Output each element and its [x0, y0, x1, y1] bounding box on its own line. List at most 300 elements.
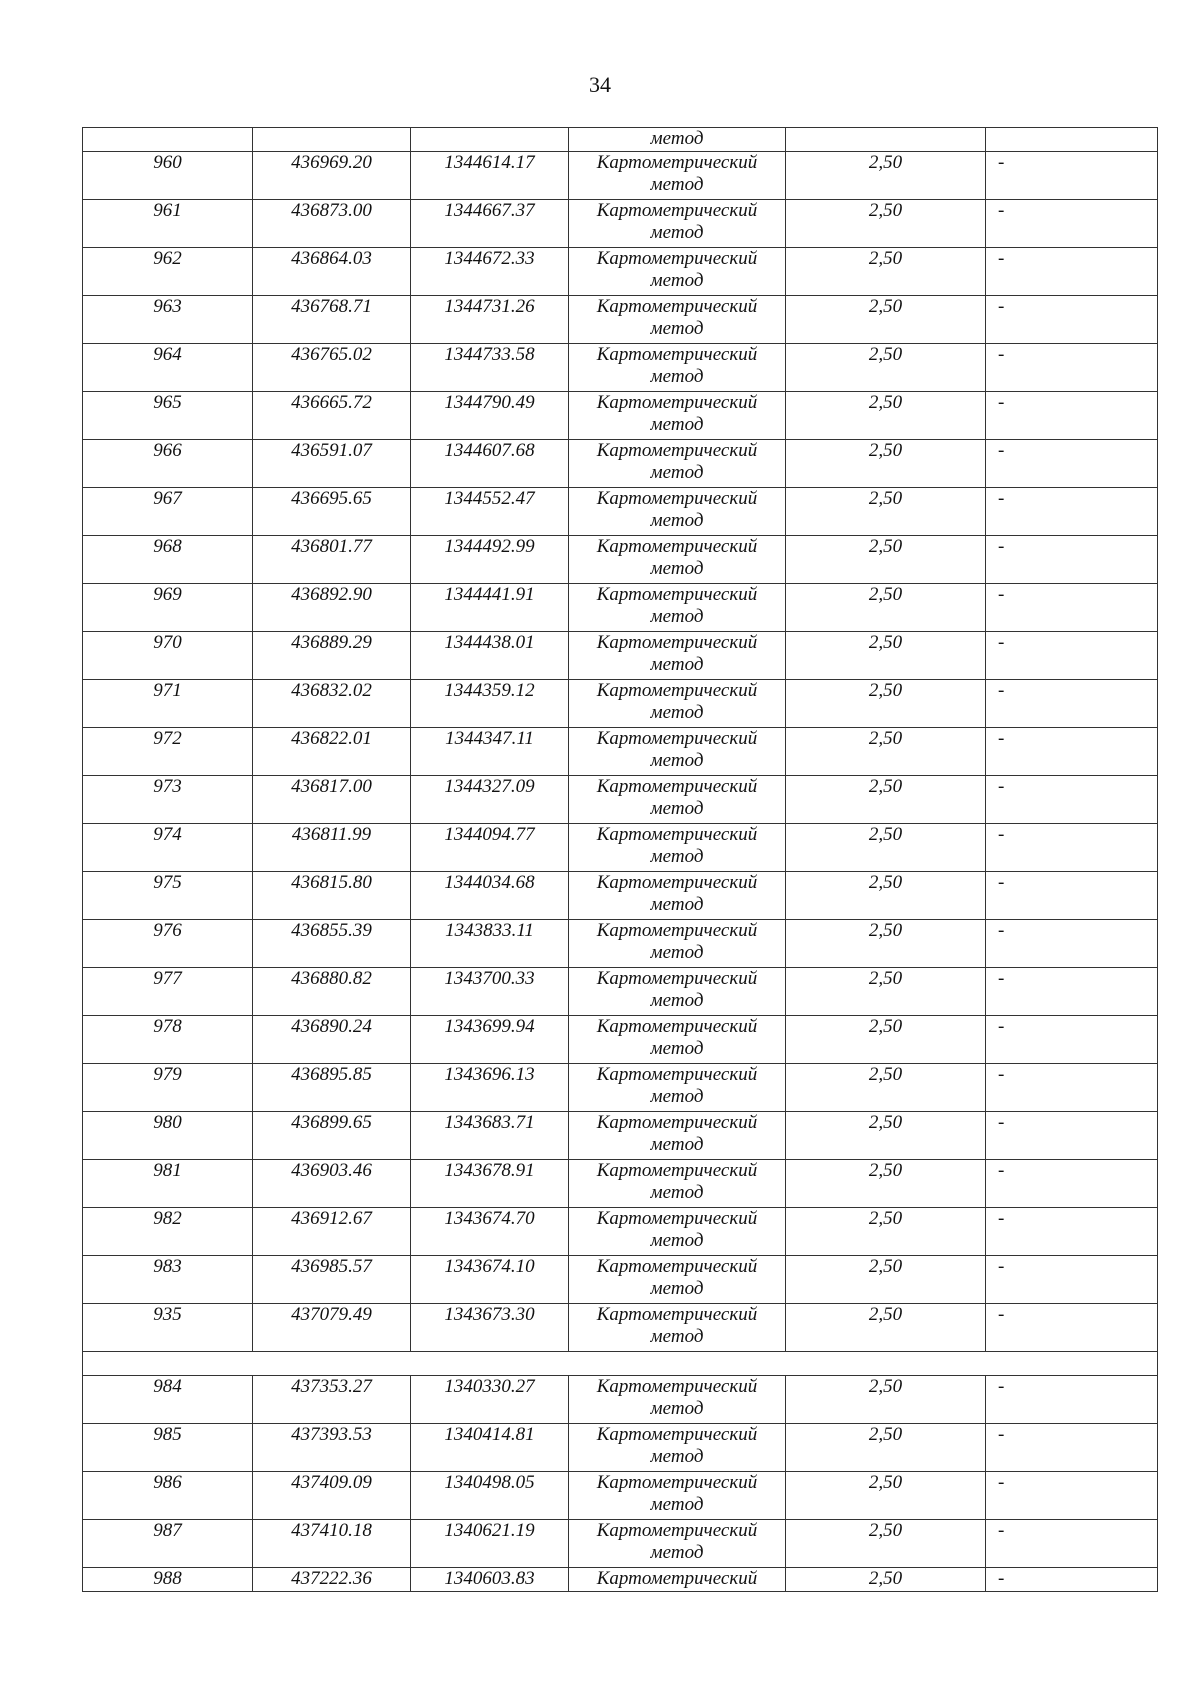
- description-text: -: [998, 1568, 1005, 1589]
- cell-accuracy: [786, 536, 986, 584]
- coord-y-text: 1343699.94: [444, 1016, 535, 1037]
- cell-description: [986, 1376, 1158, 1424]
- method-text: Картометрический: [596, 632, 758, 653]
- cell-point-number: [83, 1160, 253, 1208]
- cell-coord-y: [411, 728, 569, 776]
- cell-accuracy: [786, 1256, 986, 1304]
- point-number-text: 973: [153, 776, 182, 797]
- coord-y-text: 1344672.33: [444, 248, 535, 269]
- table-row: [83, 488, 1158, 536]
- cell-description: [986, 248, 1158, 296]
- cell-accuracy: [786, 152, 986, 200]
- cell-coord-x: [253, 584, 411, 632]
- cell-description: [986, 1208, 1158, 1256]
- continuation-row: [83, 128, 1158, 152]
- cell-method: [569, 824, 786, 872]
- coord-y-text: 1344327.09: [444, 776, 535, 797]
- cell-point-number: [83, 536, 253, 584]
- cell-method: [569, 344, 786, 392]
- cell-method: [569, 200, 786, 248]
- table-row: [83, 248, 1158, 296]
- table-row: [83, 584, 1158, 632]
- cell-method: [569, 392, 786, 440]
- cell-point-number: [83, 392, 253, 440]
- cell-description: [986, 1424, 1158, 1472]
- cell-coord-y: [411, 680, 569, 728]
- description-text: -: [998, 824, 1005, 845]
- page-number: 34: [589, 72, 611, 97]
- description-text: -: [998, 872, 1005, 893]
- accuracy-text: 2,50: [868, 1112, 903, 1133]
- method-text: Картометрический: [596, 824, 758, 845]
- table-row: [83, 1376, 1158, 1424]
- table-row: [83, 1112, 1158, 1160]
- table-row: [83, 536, 1158, 584]
- cell-description: [986, 392, 1158, 440]
- coord-x-text: 437393.53: [291, 1424, 372, 1445]
- cell-description: [986, 824, 1158, 872]
- cell-accuracy: [786, 344, 986, 392]
- description-text: -: [998, 584, 1005, 605]
- description-text: -: [998, 152, 1005, 173]
- cell-coord-x: [253, 1256, 411, 1304]
- description-text: -: [998, 296, 1005, 317]
- cell-description: [986, 1520, 1158, 1568]
- coord-y-text: 1340330.27: [444, 1376, 535, 1397]
- method-text-line2: метод: [650, 894, 704, 915]
- table-row: [83, 920, 1158, 968]
- table-row: [83, 1520, 1158, 1568]
- coord-y-text: 1344438.01: [444, 632, 535, 653]
- method-text: Картометрический: [596, 1208, 758, 1229]
- cell-description: [986, 296, 1158, 344]
- cell-description: [986, 920, 1158, 968]
- point-number-text: 964: [153, 344, 182, 365]
- cell-point-number: [83, 248, 253, 296]
- coord-y-text: 1343673.30: [444, 1304, 535, 1325]
- cell-point-number: [83, 488, 253, 536]
- section-break-cell: [83, 1352, 1158, 1376]
- coord-x-text: 436880.82: [291, 968, 372, 989]
- point-number-text: 966: [153, 440, 182, 461]
- cell-description: [986, 632, 1158, 680]
- coord-x-text: 436892.90: [291, 584, 372, 605]
- cell-coord-x: [253, 1016, 411, 1064]
- table-row: [83, 1208, 1158, 1256]
- method-text-line2: метод: [650, 750, 704, 771]
- description-text: -: [998, 392, 1005, 413]
- point-number-text: 968: [153, 536, 182, 557]
- accuracy-text: 2,50: [868, 1016, 903, 1037]
- point-number-text: 985: [153, 1424, 182, 1445]
- coord-y-text: 1344441.91: [444, 584, 535, 605]
- description-text: -: [998, 728, 1005, 749]
- coord-y-text: 1344790.49: [444, 392, 535, 413]
- method-text-line2: метод: [650, 1398, 704, 1419]
- cell-method: [569, 1208, 786, 1256]
- point-number-text: 963: [153, 296, 182, 317]
- coord-y-text: 1343683.71: [444, 1112, 535, 1133]
- cell-point-number: [83, 1568, 253, 1592]
- coord-y-text: 1344667.37: [444, 200, 535, 221]
- cell-coord-y: [411, 344, 569, 392]
- cell-coord-y: [411, 1208, 569, 1256]
- coordinates-table-body: [83, 128, 1158, 1592]
- method-text: Картометрический: [596, 1160, 758, 1181]
- method-text-line2: метод: [650, 942, 704, 963]
- coord-x-text: 436890.24: [291, 1016, 372, 1037]
- cell-coord-y: [411, 920, 569, 968]
- cell-method: [569, 680, 786, 728]
- cell-coord-y: [411, 488, 569, 536]
- table-row: [83, 1304, 1158, 1352]
- cell-coord-y: [411, 824, 569, 872]
- cell-method: [569, 296, 786, 344]
- cell-coord-y: [411, 1304, 569, 1352]
- cell-accuracy: [786, 728, 986, 776]
- method-text: Картометрический: [596, 392, 758, 413]
- point-number-text: 961: [153, 200, 182, 221]
- coord-y-text: 1344733.58: [444, 344, 535, 365]
- method-text: Картометрический: [596, 872, 758, 893]
- coordinates-table: [82, 127, 1158, 1592]
- cell-accuracy: [786, 392, 986, 440]
- accuracy-text: 2,50: [868, 440, 903, 461]
- coord-x-text: 436889.29: [291, 632, 372, 653]
- method-text: Картометрический: [596, 536, 758, 557]
- cell-coord-x: [253, 344, 411, 392]
- coord-x-text: 437409.09: [291, 1472, 372, 1493]
- cell-coord-y: [411, 1160, 569, 1208]
- cell-coord-x: [253, 152, 411, 200]
- cell-method: [569, 1256, 786, 1304]
- cell-coord-x: [253, 1376, 411, 1424]
- method-text: Картометрический: [596, 728, 758, 749]
- cell-coord-y: [411, 1064, 569, 1112]
- cell-description: [986, 536, 1158, 584]
- cell-coord-x: [253, 536, 411, 584]
- coord-y-text: 1340498.05: [444, 1472, 535, 1493]
- cell-method: [569, 728, 786, 776]
- point-number-text: 969: [153, 584, 182, 605]
- description-text: -: [998, 1304, 1005, 1325]
- cell-point-number: [83, 824, 253, 872]
- method-text-line2: метод: [650, 462, 704, 483]
- cell-description: [986, 1064, 1158, 1112]
- coord-x-text: 436591.07: [291, 440, 372, 461]
- cell-description: [986, 200, 1158, 248]
- table-row: [83, 1568, 1158, 1592]
- coord-y-text: 1340603.83: [444, 1568, 535, 1589]
- point-number-text: 987: [153, 1520, 182, 1541]
- cell-coord-x: [253, 488, 411, 536]
- description-text: -: [998, 440, 1005, 461]
- method-text-line2: метод: [650, 222, 704, 243]
- table-row: [83, 296, 1158, 344]
- cell-coord-y: [411, 296, 569, 344]
- cell-point-number: [83, 152, 253, 200]
- cell-accuracy: [786, 1016, 986, 1064]
- point-number-text: 988: [153, 1568, 182, 1589]
- method-text: Картометрический: [596, 152, 758, 173]
- coord-y-text: 1343674.10: [444, 1256, 535, 1277]
- cell-point-number: [83, 920, 253, 968]
- method-text-line2: метод: [650, 1494, 704, 1515]
- cell-accuracy: [786, 1520, 986, 1568]
- table-row: [83, 776, 1158, 824]
- cell-accuracy: [786, 1376, 986, 1424]
- coord-y-text: 1344347.11: [445, 728, 534, 749]
- method-text: Картометрический: [596, 584, 758, 605]
- table-row: [83, 680, 1158, 728]
- cell-accuracy: [786, 296, 986, 344]
- method-text: Картометрический: [596, 1568, 758, 1589]
- cell-coord-x: [253, 632, 411, 680]
- accuracy-text: 2,50: [868, 200, 903, 221]
- coord-x-text: 437410.18: [291, 1520, 372, 1541]
- cell-description: [986, 872, 1158, 920]
- method-text-line2: метод: [650, 846, 704, 867]
- description-text: -: [998, 1064, 1005, 1085]
- cell-method: [569, 1520, 786, 1568]
- method-text: Картометрический: [596, 488, 758, 509]
- coord-x-text: 436695.65: [291, 488, 372, 509]
- accuracy-text: 2,50: [868, 680, 903, 701]
- cell-point-number: [83, 296, 253, 344]
- table-row: [83, 968, 1158, 1016]
- description-text: -: [998, 200, 1005, 221]
- cell-coord-y: [411, 1568, 569, 1592]
- cell-point-number: [83, 776, 253, 824]
- cell-accuracy: [786, 1208, 986, 1256]
- cell-x: [253, 128, 411, 152]
- cell-coord-x: [253, 920, 411, 968]
- cell-description: [986, 488, 1158, 536]
- cell-method: [569, 968, 786, 1016]
- cell-accuracy: [786, 128, 986, 152]
- accuracy-text: 2,50: [868, 296, 903, 317]
- cell-method: [569, 1112, 786, 1160]
- description-text: -: [998, 1160, 1005, 1181]
- coord-x-text: 436873.00: [291, 200, 372, 221]
- cell-accuracy: [786, 920, 986, 968]
- cell-accuracy: [786, 488, 986, 536]
- cell-coord-y: [411, 248, 569, 296]
- method-text-line2: метод: [650, 270, 704, 291]
- cell-method: [569, 1424, 786, 1472]
- coord-x-text: 436765.02: [291, 344, 372, 365]
- coord-y-text: 1343833.11: [445, 920, 534, 941]
- coord-y-text: 1344094.77: [444, 824, 535, 845]
- cell-description: [986, 1568, 1158, 1592]
- coord-x-text: 437222.36: [291, 1568, 372, 1589]
- cell-accuracy: [786, 248, 986, 296]
- cell-coord-y: [411, 872, 569, 920]
- accuracy-text: 2,50: [868, 824, 903, 845]
- cell-y: [411, 128, 569, 152]
- method-text: Картометрический: [596, 1424, 758, 1445]
- cell-method: [569, 1064, 786, 1112]
- coord-x-text: 436969.20: [291, 152, 372, 173]
- description-text: -: [998, 1472, 1005, 1493]
- cell-accuracy: [786, 1112, 986, 1160]
- point-number-text: 979: [153, 1064, 182, 1085]
- accuracy-text: 2,50: [868, 728, 903, 749]
- cell-coord-y: [411, 632, 569, 680]
- cell-point-number: [83, 1208, 253, 1256]
- accuracy-text: 2,50: [868, 1472, 903, 1493]
- table-row: [83, 728, 1158, 776]
- cell-coord-x: [253, 1424, 411, 1472]
- cell-accuracy: [786, 1472, 986, 1520]
- cell-point-number: [83, 1472, 253, 1520]
- table-row: [83, 1064, 1158, 1112]
- cell-accuracy: [786, 584, 986, 632]
- coord-x-text: 437353.27: [291, 1376, 372, 1397]
- method-text: Картометрический: [596, 1256, 758, 1277]
- coord-x-text: 436864.03: [291, 248, 372, 269]
- accuracy-text: 2,50: [868, 536, 903, 557]
- cell-coord-y: [411, 1520, 569, 1568]
- method-text: Картометрический: [596, 344, 758, 365]
- coord-y-text: 1343700.33: [444, 968, 535, 989]
- cell-accuracy: [786, 680, 986, 728]
- coord-x-text: 436822.01: [291, 728, 372, 749]
- method-text-line2: метод: [650, 174, 704, 195]
- coord-x-text: 436912.67: [291, 1208, 372, 1229]
- method-text-line2: метод: [650, 990, 704, 1011]
- method-text: Картометрический: [596, 680, 758, 701]
- accuracy-text: 2,50: [868, 152, 903, 173]
- method-text-line2: метод: [650, 510, 704, 531]
- cell-coord-x: [253, 1208, 411, 1256]
- description-text: -: [998, 344, 1005, 365]
- cell-num: [83, 128, 253, 152]
- cell-point-number: [83, 872, 253, 920]
- method-text: Картометрический: [596, 968, 758, 989]
- cell-coord-y: [411, 392, 569, 440]
- accuracy-text: 2,50: [868, 1304, 903, 1325]
- accuracy-text: 2,50: [868, 1256, 903, 1277]
- cell-coord-y: [411, 1424, 569, 1472]
- point-number-text: 984: [153, 1376, 182, 1397]
- cell-coord-x: [253, 1472, 411, 1520]
- cell-coord-x: [253, 968, 411, 1016]
- method-text-line2: метод: [650, 1326, 704, 1347]
- cell-description: [986, 680, 1158, 728]
- cell-description: [986, 1160, 1158, 1208]
- cell-method: [569, 440, 786, 488]
- cell-point-number: [83, 1112, 253, 1160]
- coord-x-text: 436817.00: [291, 776, 372, 797]
- cell-description: [986, 1112, 1158, 1160]
- cell-method: [569, 872, 786, 920]
- cell-description: [986, 776, 1158, 824]
- method-text: Картометрический: [596, 920, 758, 941]
- accuracy-text: 2,50: [868, 1160, 903, 1181]
- table-row: [83, 1256, 1158, 1304]
- table-row: [83, 440, 1158, 488]
- method-text-line2: метод: [650, 798, 704, 819]
- coord-y-text: 1343674.70: [444, 1208, 535, 1229]
- point-number-text: 960: [153, 152, 182, 173]
- cell-accuracy: [786, 440, 986, 488]
- cell-coord-y: [411, 152, 569, 200]
- method-text: Картометрический: [596, 1376, 758, 1397]
- method-text: Картометрический: [596, 440, 758, 461]
- coord-y-text: 1344359.12: [444, 680, 535, 701]
- cell-coord-x: [253, 1064, 411, 1112]
- cell-point-number: [83, 1016, 253, 1064]
- cell-point-number: [83, 1376, 253, 1424]
- cell-coord-x: [253, 776, 411, 824]
- point-number-text: 971: [153, 680, 182, 701]
- point-number-text: 962: [153, 248, 182, 269]
- point-number-text: 983: [153, 1256, 182, 1277]
- method-text-line2: метод: [650, 318, 704, 339]
- coord-x-text: 436768.71: [291, 296, 372, 317]
- accuracy-text: 2,50: [868, 968, 903, 989]
- cell-accuracy: [786, 200, 986, 248]
- coord-x-text: 436985.57: [291, 1256, 372, 1277]
- point-number-text: 974: [153, 824, 182, 845]
- cell-coord-y: [411, 584, 569, 632]
- table-row: [83, 872, 1158, 920]
- cell-coord-x: [253, 1112, 411, 1160]
- point-number-text: 965: [153, 392, 182, 413]
- method-text-line2: метод: [650, 1086, 704, 1107]
- method-text: Картометрический: [596, 776, 758, 797]
- point-number-text: 978: [153, 1016, 182, 1037]
- accuracy-text: 2,50: [868, 584, 903, 605]
- cell-accuracy: [786, 1064, 986, 1112]
- accuracy-text: 2,50: [868, 488, 903, 509]
- description-text: -: [998, 920, 1005, 941]
- description-text: -: [998, 488, 1005, 509]
- cell-coord-x: [253, 872, 411, 920]
- accuracy-text: 2,50: [868, 920, 903, 941]
- coord-x-text: 436832.02: [291, 680, 372, 701]
- section-break-row: [83, 1352, 1158, 1376]
- table-row: [83, 344, 1158, 392]
- point-number-text: 967: [153, 488, 182, 509]
- cell-point-number: [83, 968, 253, 1016]
- cell-method: [569, 1016, 786, 1064]
- cell-coord-x: [253, 248, 411, 296]
- accuracy-text: 2,50: [868, 392, 903, 413]
- coord-y-text: 1344492.99: [444, 536, 535, 557]
- method-text-line2: метод: [650, 1542, 704, 1563]
- cell-coord-y: [411, 1256, 569, 1304]
- cell-point-number: [83, 728, 253, 776]
- cell-accuracy: [786, 776, 986, 824]
- description-text: -: [998, 1520, 1005, 1541]
- cell-desc: [986, 128, 1158, 152]
- method-text-line2: метод: [650, 654, 704, 675]
- coord-x-text: 436665.72: [291, 392, 372, 413]
- method-text: Картометрический: [596, 1064, 758, 1085]
- coord-x-text: 436811.99: [291, 824, 372, 845]
- cell-method: [569, 776, 786, 824]
- cell-coord-y: [411, 200, 569, 248]
- point-number-text: 972: [153, 728, 182, 749]
- point-number-text: 977: [153, 968, 182, 989]
- method-text-line2: метод: [650, 606, 704, 627]
- cell-point-number: [83, 1064, 253, 1112]
- method-text: Картометрический: [596, 1112, 758, 1133]
- cell-accuracy: [786, 632, 986, 680]
- cell-point-number: [83, 1424, 253, 1472]
